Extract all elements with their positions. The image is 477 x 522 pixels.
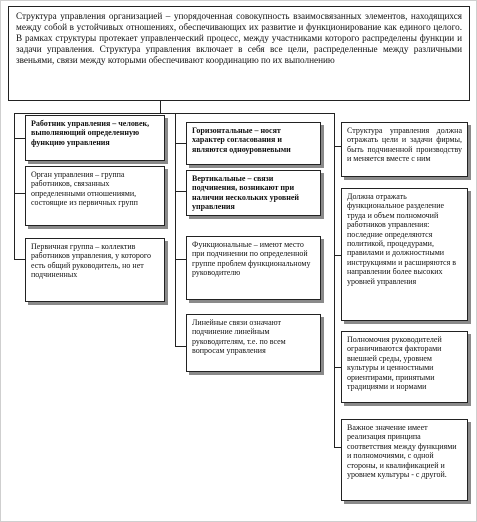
col3-box-2 [341,188,468,321]
col3-box-4 [341,419,468,501]
connector-root-down [160,101,161,113]
connector-col1-spine [14,113,15,259]
col2-box-1-text: Горизонтальные – носят характер согласования и являются одноуровневыми [192,126,291,154]
col1-box-1-text: Работник управления – человек, выполняющий определенную функцию управления [31,119,150,147]
connector-col3-b1 [334,146,341,147]
col3-box-1 [341,122,468,177]
connector-col1-b1 [14,138,25,139]
connector-col3-spine [334,113,335,448]
connector-col2-b2 [175,191,186,192]
col3-box-4-text: Важное значение имеет реализация принципа соответствия между функциями и полномочиями, с одной стороны, и квалификацией и уровнем культуры - с другой. [347,423,457,480]
col3-box-3-text: Полномочия руководителей ограничиваются факторами внешней среды, уровнем культуры и ценностными ориентирами, принятыми традициями и нормами [347,335,442,392]
connector-col3-b4 [334,447,341,448]
col3-box-2-text: Должна отражать функциональное разделение труда и объем полномочий работников управления: последние определяются политикой, процедурами, правилами и должностными инструкциями и расширяются в направлении более высоких уровней управления [347,192,457,286]
col3-box-1-text: Структура управления должна отражать цели и задачи фирмы, быть подчиненной производству и меняется вместе с ним [347,126,462,164]
col2-box-3 [186,236,321,300]
col2-box-2 [186,170,321,216]
col1-box-1 [25,115,165,161]
connector-col2-b1 [175,143,186,144]
col1-box-2-text: Орган управления – группа работников, связанных определенными отношениями, состоящие из первичных групп [31,170,138,208]
connector-col2-spine [175,113,176,347]
col1-box-3-text: Первичная группа – коллектив работников управления, у которого есть общий руководитель, но нет подчиненных [31,242,151,280]
col1-box-2 [25,166,165,226]
root-definition-text: Структура управления организацией – упорядоченная совокупность взаимосвязанных элементов, находящихся между собой в устойчивых отношениях, обеспечивающих их развитие и функционирование как единого целого. В рамках структуры протекает управленческий процесс, между участниками которого распределены функции и задачи управления. Структура управления включает в себя все цели, распределенные между различными звеньями, связи между которыми обеспечивают координацию по их выполнению [16,11,462,65]
col2-box-3-text: Функциональные – имеют место при подчинении по определенной группе проблем функциональному руководителю [192,240,311,278]
col3-box-3 [341,331,468,403]
connector-col3-b3 [334,367,341,368]
root-definition-box [8,6,470,101]
col1-box-3 [25,238,165,302]
col2-box-2-text: Вертикальные – связи подчинения, возникают при наличии нескольких уровней управления [192,174,299,212]
col2-box-4-text: Линейные связи означают подчинение линейным руководителям, т.е. по всем вопросам управления [192,318,286,356]
col2-box-4 [186,314,321,372]
connector-col1-b3 [14,259,25,260]
connector-col2-b4 [175,346,186,347]
connector-col2-b3 [175,259,186,260]
col2-box-1 [186,122,321,165]
connector-col1-b2 [14,193,25,194]
connector-col3-b2 [334,255,341,256]
